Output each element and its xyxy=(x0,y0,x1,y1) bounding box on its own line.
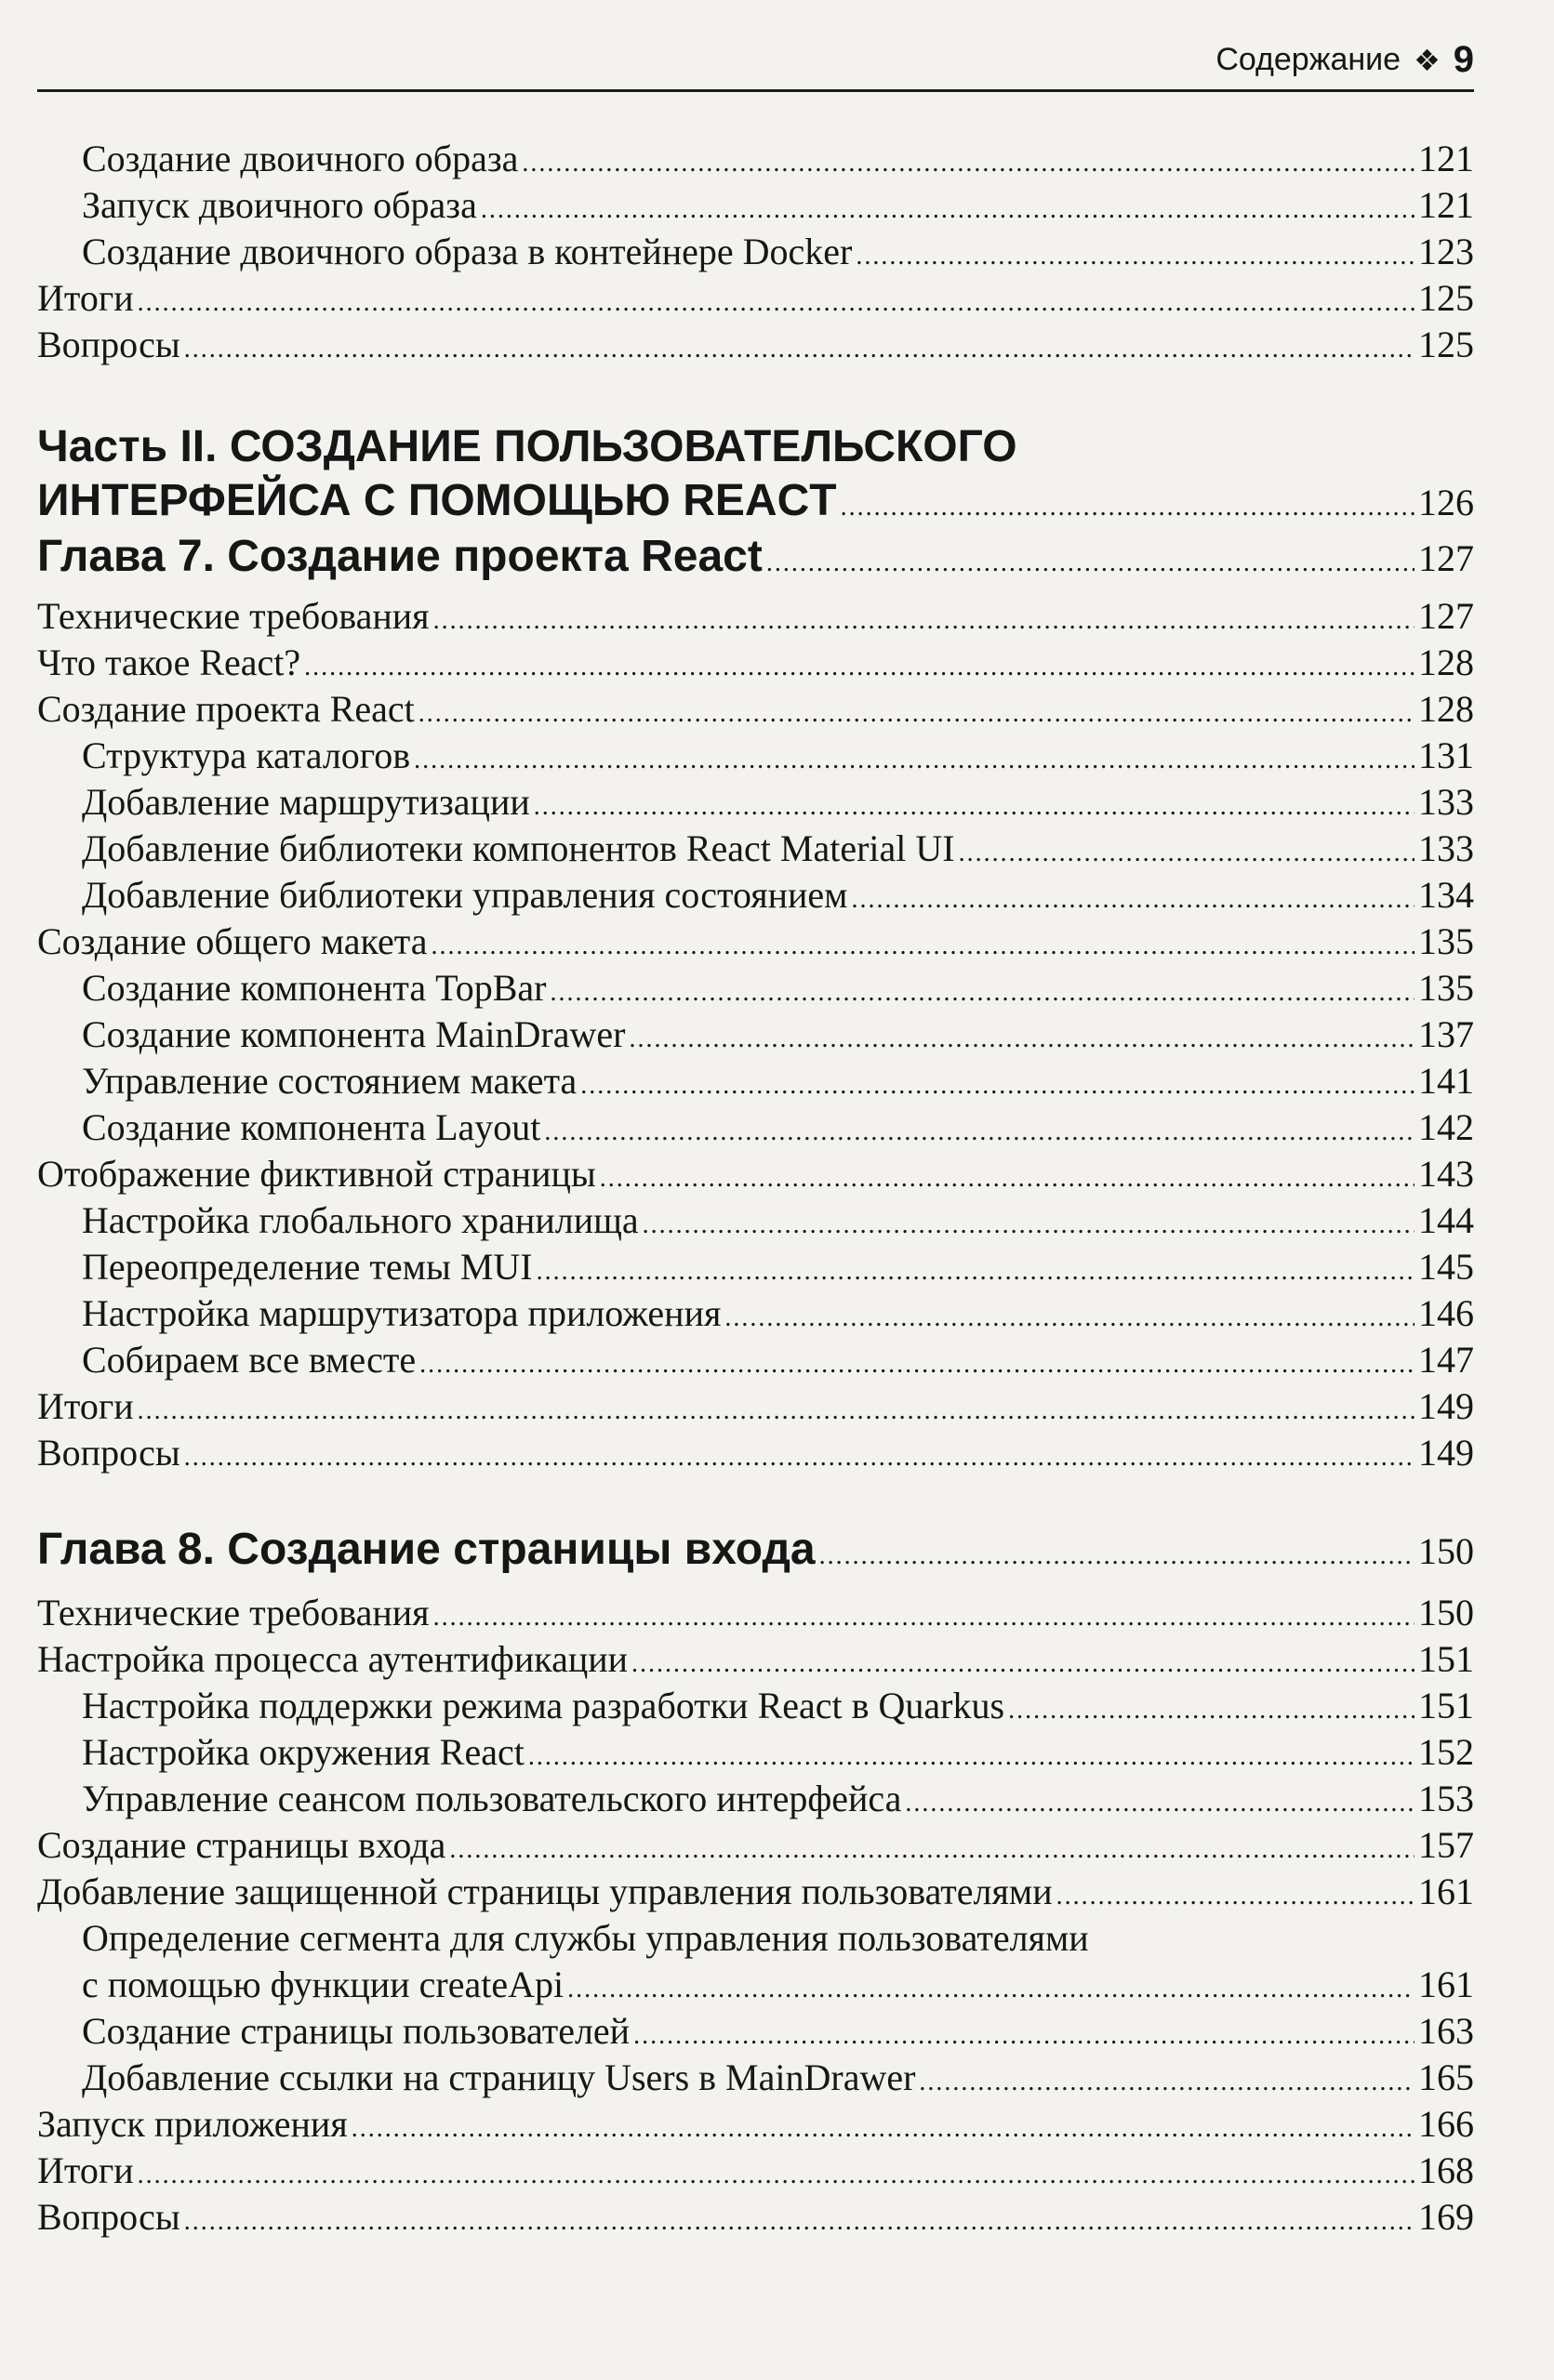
leader-dots xyxy=(600,1156,1415,1202)
toc-entry[interactable] xyxy=(37,275,1474,322)
leader-dots xyxy=(522,140,1415,187)
toc-entry-page: 142 xyxy=(1418,1106,1474,1148)
toc-entry[interactable] xyxy=(37,1869,1474,1915)
leader-dots xyxy=(433,598,1415,644)
leader-dots xyxy=(481,187,1415,233)
toc-entry-wrapped[interactable] xyxy=(37,1962,1474,2008)
leader-dots xyxy=(138,2152,1415,2199)
leader-dots xyxy=(304,644,1415,691)
running-head-section: Содержание xyxy=(1215,42,1401,77)
toc-entry-title: Структура каталогов xyxy=(82,734,411,776)
toc-entry[interactable] xyxy=(37,1058,1474,1104)
leader-dots xyxy=(431,923,1415,970)
toc-entry[interactable] xyxy=(37,593,1474,640)
leader-dots xyxy=(352,2106,1415,2152)
leader-dots xyxy=(184,2199,1415,2245)
toc-entry[interactable] xyxy=(37,2008,1474,2055)
leader-dots xyxy=(419,1342,1415,1388)
toc-entry-title: Создание проекта React xyxy=(37,688,415,730)
toc-entry-title: с помощью функции createApi xyxy=(82,1964,564,2005)
leader-dots xyxy=(449,1827,1415,1873)
chapter-7-title-row[interactable] xyxy=(37,530,1474,586)
toc-entry-title: Создание компонента TopBar xyxy=(82,967,547,1009)
toc-entry[interactable] xyxy=(37,2055,1474,2101)
toc-entry-title: Создание страницы пользователей xyxy=(82,2010,631,2052)
toc-entry-page: 149 xyxy=(1418,1432,1474,1474)
toc-entry-page: 127 xyxy=(1418,595,1474,637)
part-title-line1: Часть II. СОЗДАНИЕ ПОЛЬЗОВАТЕЛЬСКОГО xyxy=(37,422,1017,471)
toc-entry-title: Добавление ссылки на страницу Users в MainDrawer xyxy=(82,2056,916,2098)
leader-dots xyxy=(959,830,1415,877)
toc-entry-title: Добавление библиотеки компонентов React Material UI xyxy=(82,827,955,869)
toc-entry-title: Настройка глобального хранилища xyxy=(82,1199,639,1241)
toc-entry-page: 145 xyxy=(1418,1246,1474,1288)
toc-entry[interactable] xyxy=(37,1337,1474,1383)
running-head xyxy=(1215,39,1474,81)
toc-entry-page: 151 xyxy=(1418,1685,1474,1726)
header-rule xyxy=(37,89,1474,92)
toc-entry-page: 135 xyxy=(1418,920,1474,962)
leader-dots xyxy=(856,233,1415,280)
toc-entry-title: Настройка процесса аутентификации xyxy=(37,1638,629,1680)
toc-entry[interactable] xyxy=(37,872,1474,919)
toc-entry-title: Создание двоичного образа в контейнере Docker xyxy=(82,231,853,272)
leader-dots xyxy=(919,2059,1415,2106)
toc-entry-wrapped-line1[interactable]: Определение сегмента для службы управления пользователями xyxy=(82,1917,1089,1959)
toc-entry-page: 128 xyxy=(1418,641,1474,683)
chapter-8-title-row[interactable] xyxy=(37,1523,1474,1579)
toc-entry-page: 143 xyxy=(1418,1153,1474,1195)
leader-dots xyxy=(851,877,1415,923)
toc-entry[interactable] xyxy=(37,826,1474,872)
toc-entry[interactable] xyxy=(37,1776,1474,1822)
leader-dots xyxy=(766,536,1415,591)
toc-entry-title: Вопросы xyxy=(37,1432,180,1474)
toc-entry[interactable] xyxy=(37,1590,1474,1636)
toc-entry-title: Вопросы xyxy=(37,2196,180,2238)
leader-dots xyxy=(567,1966,1415,2013)
leader-dots xyxy=(841,480,1415,536)
part-page: 126 xyxy=(1418,482,1474,523)
toc-entry-page: 121 xyxy=(1418,138,1474,179)
toc-entry-page: 141 xyxy=(1418,1060,1474,1102)
toc-entry-title: Технические требования xyxy=(37,1592,430,1633)
part-title-row[interactable] xyxy=(37,474,1474,530)
part-title-line2: ИНТЕРФЕЙСА С ПОМОЩЬЮ REACT xyxy=(37,476,837,525)
toc-entry-page: 168 xyxy=(1418,2149,1474,2191)
toc-entry[interactable] xyxy=(37,1636,1474,1683)
toc-entry[interactable] xyxy=(37,2101,1474,2148)
toc-entry-page: 157 xyxy=(1418,1824,1474,1866)
toc-entry-page: 153 xyxy=(1418,1778,1474,1819)
toc-entry-title: Создание общего макета xyxy=(37,920,428,962)
toc-entry[interactable] xyxy=(37,779,1474,826)
toc-entry-title: Создание двоичного образа xyxy=(82,138,519,179)
toc-entry-title: Отображение фиктивной страницы xyxy=(37,1153,596,1195)
toc-entry[interactable] xyxy=(37,1012,1474,1058)
leader-dots xyxy=(184,326,1415,373)
leader-dots xyxy=(1056,1873,1415,1920)
leader-dots xyxy=(534,784,1415,830)
ornament-icon: ❖ xyxy=(1414,43,1441,77)
toc-entry[interactable] xyxy=(37,2194,1474,2241)
toc-entry-title: Что такое React? xyxy=(37,641,301,683)
toc-entry-title: Добавление защищенной страницы управления пользователями xyxy=(37,1871,1053,1912)
toc-entry-page: 149 xyxy=(1418,1385,1474,1427)
leader-dots xyxy=(433,1594,1415,1641)
toc-entry[interactable] xyxy=(37,229,1474,275)
toc-entry-title: Управление состоянием макета xyxy=(82,1060,578,1102)
toc-entry[interactable] xyxy=(37,1729,1474,1776)
toc-entry-page: 128 xyxy=(1418,688,1474,730)
toc-entry-page: 150 xyxy=(1418,1592,1474,1633)
leader-dots xyxy=(544,1109,1415,1156)
toc-entry-title: Итоги xyxy=(37,2149,134,2191)
toc-entry-page: 137 xyxy=(1418,1013,1474,1055)
toc-entry-page: 125 xyxy=(1418,324,1474,365)
toc-entry[interactable] xyxy=(37,1430,1474,1476)
leader-dots xyxy=(633,2013,1415,2059)
toc-entry-page: 147 xyxy=(1418,1339,1474,1381)
toc-entry-page: 163 xyxy=(1418,2010,1474,2052)
toc-entry[interactable] xyxy=(37,640,1474,686)
chapter-8-items-continued xyxy=(37,2008,1474,2241)
toc-entry-title: Итоги xyxy=(37,277,134,319)
toc-entry-title: Управление сеансом пользовательского интерфейса xyxy=(82,1778,902,1819)
toc-entry[interactable] xyxy=(37,1244,1474,1290)
toc-entry-page: 144 xyxy=(1418,1199,1474,1241)
toc-entry-title: Вопросы xyxy=(37,324,180,365)
toc-entry[interactable] xyxy=(37,965,1474,1012)
toc-entry-page: 131 xyxy=(1418,734,1474,776)
leader-dots xyxy=(643,1202,1415,1249)
toc-entry[interactable] xyxy=(37,182,1474,229)
toc-entry-title: Создание компонента Layout xyxy=(82,1106,541,1148)
chapter-8-page: 150 xyxy=(1418,1530,1474,1572)
leader-dots xyxy=(905,1780,1415,1827)
toc-entry-page: 151 xyxy=(1418,1638,1474,1680)
toc-entry[interactable] xyxy=(37,322,1474,368)
leader-dots xyxy=(418,691,1415,737)
toc-entry-page: 152 xyxy=(1418,1731,1474,1773)
toc-entry-title: Переопределение темы MUI xyxy=(82,1246,533,1288)
leader-dots xyxy=(537,1249,1415,1295)
toc-entry[interactable] xyxy=(37,686,1474,733)
toc-entry-page: 165 xyxy=(1418,2056,1474,2098)
toc-entry-title: Запуск приложения xyxy=(37,2103,348,2145)
leader-dots xyxy=(138,280,1415,326)
toc-entry-page: 133 xyxy=(1418,781,1474,823)
toc-entry[interactable] xyxy=(37,733,1474,779)
leader-dots xyxy=(629,1016,1415,1063)
chapter-8-title: Глава 8. Создание страницы входа xyxy=(37,1525,816,1574)
toc-entry[interactable] xyxy=(37,2148,1474,2194)
toc-entry[interactable] xyxy=(37,919,1474,965)
leader-dots xyxy=(138,1388,1415,1435)
leader-dots xyxy=(1008,1687,1415,1734)
toc-entry-page: 134 xyxy=(1418,874,1474,916)
toc-entry[interactable] xyxy=(37,1290,1474,1337)
toc-entry[interactable] xyxy=(37,1683,1474,1729)
toc-entry[interactable] xyxy=(37,1822,1474,1869)
toc-entry-title: Итоги xyxy=(37,1385,134,1427)
toc-entry-title: Добавление библиотеки управления состоянием xyxy=(82,874,848,916)
toc-entry-page: 125 xyxy=(1418,277,1474,319)
chapter-8-items xyxy=(37,1590,1474,1915)
leader-dots xyxy=(414,737,1415,784)
toc-entry-page: 133 xyxy=(1418,827,1474,869)
toc-entry-page: 161 xyxy=(1418,1871,1474,1912)
toc-entry[interactable] xyxy=(37,136,1474,182)
toc-entry-page: 169 xyxy=(1418,2196,1474,2238)
leader-dots xyxy=(528,1734,1415,1780)
toc-entry-title: Настройка маршрутизатора приложения xyxy=(82,1292,722,1334)
toc-entry-page: 161 xyxy=(1418,1964,1474,2005)
leader-dots xyxy=(184,1435,1415,1481)
toc-top-items xyxy=(37,136,1474,368)
toc-entry-page: 123 xyxy=(1418,231,1474,272)
leader-dots xyxy=(580,1063,1415,1109)
page-number: 9 xyxy=(1453,39,1474,80)
chapter-7-page: 127 xyxy=(1418,537,1474,579)
chapter-7-title: Глава 7. Создание проекта React xyxy=(37,532,763,581)
toc-entry-title: Настройка поддержки режима разработки React в Quarkus xyxy=(82,1685,1005,1726)
toc-entry-page: 166 xyxy=(1418,2103,1474,2145)
chapter-7-items xyxy=(37,593,1474,1476)
leader-dots xyxy=(631,1641,1415,1687)
toc-entry[interactable] xyxy=(37,1151,1474,1197)
leader-dots xyxy=(724,1295,1415,1342)
toc-entry-title: Собираем все вместе xyxy=(82,1339,417,1381)
toc-entry-page: 146 xyxy=(1418,1292,1474,1334)
leader-dots xyxy=(819,1528,1415,1584)
toc-entry[interactable] xyxy=(37,1197,1474,1244)
toc-entry-title: Создание компонента MainDrawer xyxy=(82,1013,626,1055)
toc-entry[interactable] xyxy=(37,1104,1474,1151)
toc-entry-page: 121 xyxy=(1418,184,1474,226)
toc-entry[interactable] xyxy=(37,1383,1474,1430)
toc-entry-title: Настройка окружения React xyxy=(82,1731,525,1773)
toc-entry-title: Запуск двоичного образа xyxy=(82,184,477,226)
toc-entry-title: Технические требования xyxy=(37,595,430,637)
toc-entry-title: Добавление маршрутизации xyxy=(82,781,530,823)
table-of-contents xyxy=(37,136,1474,2241)
leader-dots xyxy=(550,970,1415,1016)
toc-entry-page: 135 xyxy=(1418,967,1474,1009)
toc-entry-title: Создание страницы входа xyxy=(37,1824,446,1866)
